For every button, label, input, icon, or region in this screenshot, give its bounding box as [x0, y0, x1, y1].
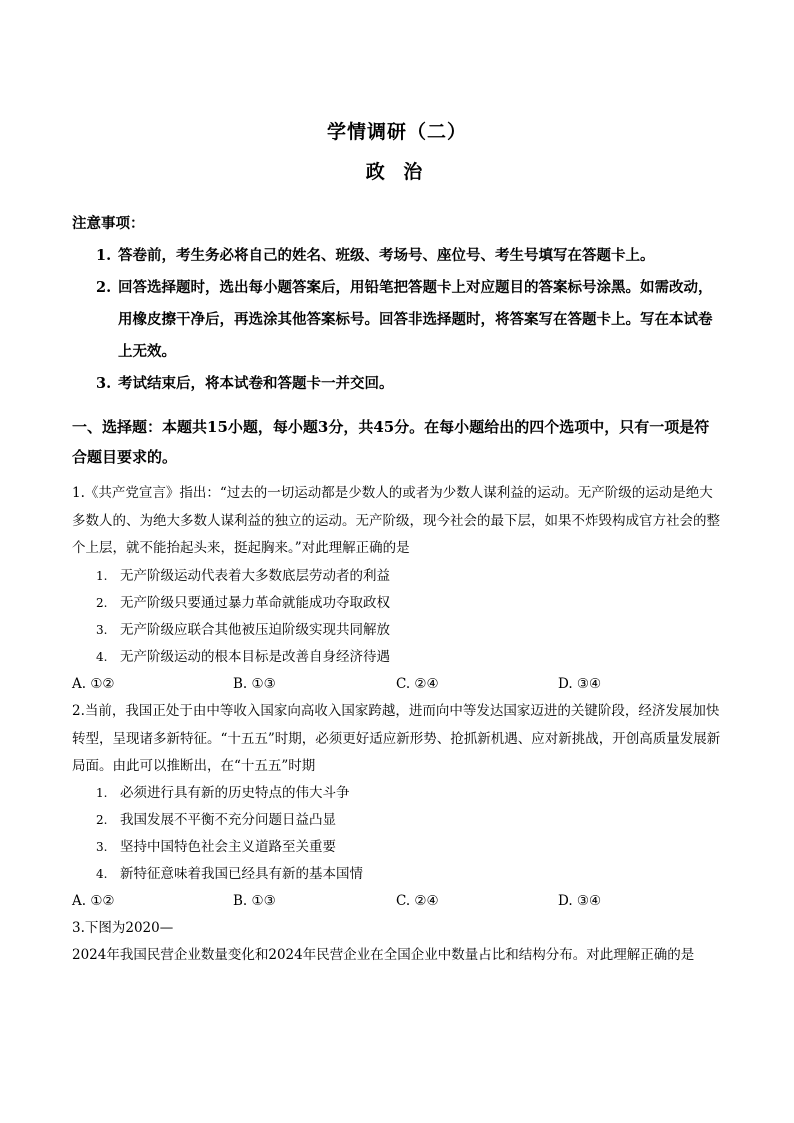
subject-title: 政 治 [365, 161, 429, 183]
question-1-stem: 1.《共产党宣言》指出：“过去的一切运动都是少数人的或者为少数人谋利益的运动。无产阶级的运动是绝大多数人的、为绝大多数人谋利益的独立的运动。无产阶级，现今社会的最下层，如果不炸毁构成官方社会的整个上层，就不能抬起头来，挺起胸来。”对此理解正确的是 [72, 485, 720, 556]
option-number: 1. [96, 786, 108, 800]
page-title: 学情调研（二） [326, 121, 467, 143]
option-number: 3. [96, 623, 108, 637]
question-3-stem-line-2: 2024年我国民营企业数量变化和2024年民营企业在全国企业中数量占比和结构分布。对此理解正确的是 [72, 947, 695, 963]
note-text: 回答选择题时，选出每小题答案后，用铅笔把答题卡上对应题目的答案标号涂黑。如需改动，用橡皮擦干净后，再选涂其他答案标号。回答非选择题时，将答案写在答题卡上。写在本试卷上无效。 [118, 279, 713, 360]
question-2-option [96, 783, 350, 803]
question-1-answers [72, 674, 722, 694]
answer-choice-a: A. ①② [72, 676, 115, 692]
option-number: 2. [96, 813, 108, 827]
option-text: 坚持中国特色社会主义道路至关重要 [120, 839, 336, 855]
answer-choice-c: C. ②④ [396, 676, 439, 692]
answer-choice-b: B. ①③ [233, 676, 276, 692]
question-2-option [96, 864, 363, 884]
question-2-answers [72, 891, 722, 911]
question-2-stem: 2.当前，我国正处于由中等收入国家向高收入国家跨越，进而向中等发达国家迈进的关键阶段，经济发展加快转型，呈现诸多新特征。“十五五”时期，必须更好适应新形势、抢抓新机遇、应对新挑战，开创高质量发展新局面。由此可以推断出，在“十五五”时期 [72, 703, 721, 774]
answer-choice-b: B. ①③ [233, 893, 276, 909]
note-number: 2. [96, 279, 112, 296]
answer-choice-a: A. ①② [72, 893, 115, 909]
note-item [96, 272, 726, 368]
question-1-option [96, 566, 390, 586]
note-item [96, 240, 726, 272]
question-1-option [96, 620, 390, 640]
section-heading: 一、选择题：本题共15小题，每小题3分，共45分。在每小题给出的四个选项中，只有一项是符合题目要求的。 [72, 418, 710, 466]
answer-choice-c: C. ②④ [396, 893, 439, 909]
note-number: 1. [96, 247, 112, 264]
note-text: 答卷前，考生务必将自己的姓名、班级、考场号、座位号、考生号填写在答题卡上。 [118, 247, 655, 264]
option-text: 新特征意味着我国已经具有新的基本国情 [120, 866, 363, 882]
option-text: 必须进行具有新的历史特点的伟大斗争 [120, 785, 350, 801]
option-number: 1. [96, 569, 108, 583]
note-number: 3. [96, 375, 112, 392]
notes-heading: 注意事项： [72, 215, 145, 232]
question-3-stem-line-1: 3.下图为2020— [72, 920, 174, 936]
note-item [96, 368, 726, 400]
question-2-option [96, 810, 336, 830]
option-number: 2. [96, 596, 108, 610]
question-1-option [96, 647, 390, 667]
option-text: 我国发展不平衡不充分问题日益凸显 [120, 812, 336, 828]
option-number: 4. [96, 650, 108, 664]
option-number: 3. [96, 840, 108, 854]
option-number: 4. [96, 867, 108, 881]
option-text: 无产阶级运动的根本目标是改善自身经济待遇 [120, 649, 390, 665]
option-text: 无产阶级只要通过暴力革命就能成功夺取政权 [120, 595, 390, 611]
answer-choice-d: D. ③④ [558, 676, 602, 692]
option-text: 无产阶级应联合其他被压迫阶级实现共同解放 [120, 622, 390, 638]
note-text: 考试结束后，将本试卷和答题卡一并交回。 [118, 375, 394, 392]
question-1-option [96, 593, 390, 613]
question-2-option [96, 837, 336, 857]
answer-choice-d: D. ③④ [558, 893, 602, 909]
option-text: 无产阶级运动代表着大多数底层劳动者的利益 [120, 568, 390, 584]
